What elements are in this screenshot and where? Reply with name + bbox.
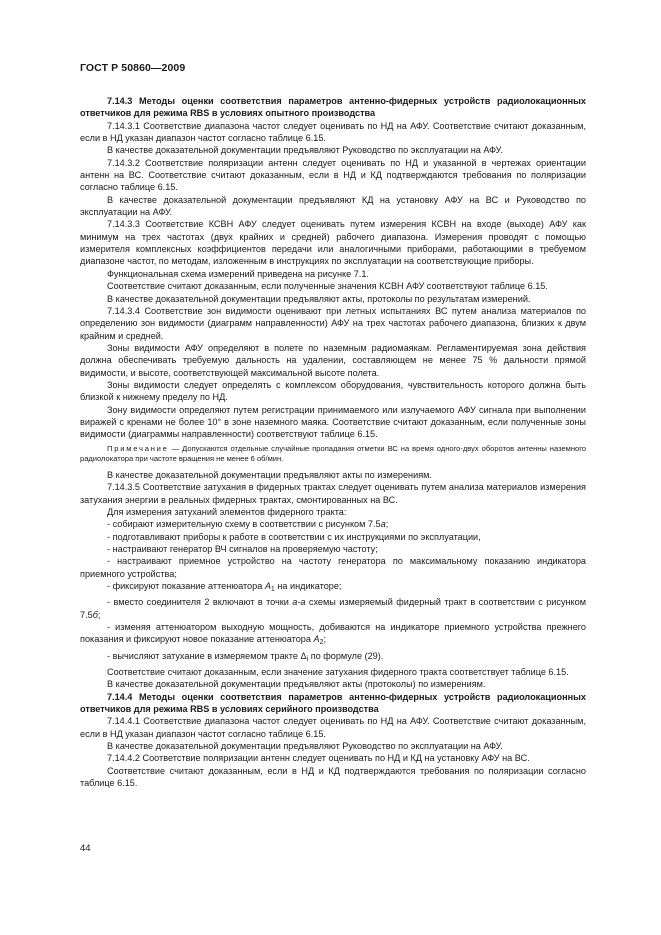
document-header: ГОСТ Р 50860—2009 xyxy=(80,62,186,74)
paragraph: Зоны видимости АФУ определяют в полете по наземным радиомаякам. Регламентируемая зона действия должна обеспечивать требуемую дальность на удалении, составляющем не менее 75 % дальности прямой видимости, и высоте, соответствующей максимальной высоте полета. xyxy=(80,342,586,378)
paragraph: 7.14.3.5 Соответствие затухания в фидерных трактах следует оценивать путем анализа материалов измерения затухания энергии в реальных фидерных трактах, смонтированных на ВС. xyxy=(80,482,586,505)
paragraph: В качестве доказательной документации предъявляют акты, протоколы по результатам измерений. xyxy=(107,293,531,304)
list-item: - вычисляют затухание в измеряемом тракте $\Delta_i$ по формуле (29). xyxy=(107,650,384,663)
paragraph: В качестве доказательной документации предъявляют Руководство по эксплуатации на АФУ. xyxy=(107,741,503,752)
list-item: - настраивают генератор ВЧ сигналов на проверяемую частоту; xyxy=(107,543,378,554)
paragraph: В качестве доказательной документации предъявляют Руководство по эксплуатации на АФУ. xyxy=(107,145,503,156)
paragraph: Для измерения затуханий элементов фидерного тракта: xyxy=(107,506,347,517)
paragraph: 7.14.3.4 Соответствие зон видимости оценивают при летных испытаниях ВС путем анализа материалов по определению зон видимости (диаграмм направленности) АФУ на трех частотах рабочего диапазона, близких к двум крайним и средней. xyxy=(80,305,586,341)
list-item: - изменяя аттенюатором выходную мощность, добиваются на индикаторе приемного устройства прежнего показания и фиксируют новое показание аттенюатора $A_2$; xyxy=(80,621,586,647)
list-item: - настраивают приемное устройство на частоту генератора по максимальному показанию индикатора приемного устройства; xyxy=(80,556,586,579)
list-item: - собирают измерительную схему в соответствии с рисунком 7.5а; xyxy=(107,519,389,530)
paragraph: В качестве доказательной документации предъявляют акты по измерениям. xyxy=(107,469,432,480)
paragraph: 7.14.3.1 Соответствие диапазона частот следует оценивать по НД на АФУ. Соответствие считают доказанным, если в НД указан диапазон частот согласно таблице 6.15. xyxy=(80,120,586,144)
note xyxy=(80,444,586,465)
paragraph: 7.14.4.2 Соответствие поляризации антенн следует оценивать по НД и КД на установку АФУ на ВС. xyxy=(107,753,530,764)
paragraph: 7.14.3.3 Соответствие КСВН АФУ следует оценивать путем измерения КСВН на входе (выходе) АФУ как минимум на трех частотах (двух крайних и средней) рабочего диапазона. Измерения проводят с помощью измерителя комплексных коэффициентов передачи или аналогичными приборами, работающими в требуемом диапазоне частот, по методам, изложенным в инструкциях по эксплуатации на соответствующие приборы. xyxy=(80,219,586,267)
note-label: Примечание xyxy=(107,443,169,453)
paragraph: Соответствие считают доказанным, если полученные значения КСВН АФУ соответствуют таблице 6.15. xyxy=(107,281,548,292)
section-heading-7-14-4: 7.14.4 Методы оценки соответствия параметров антенно-фидерных устройств радиолокационных ответчиков для режима RBS в условиях серийного производства xyxy=(80,691,586,714)
paragraph: 7.14.3.2 Соответствие поляризации антенн следует оценивать по НД и указанной в чертежах ориентации антенн на ВС. Соответствие считают доказанным, если в НД и КД подтверждаются требования по поляризации согласно таблице 6.15. xyxy=(80,157,586,193)
page-number: 44 xyxy=(80,843,91,854)
list-item: - подготавливают приборы к работе в соответствии с их инструкциями по эксплуатации, xyxy=(107,531,481,542)
paragraph: Функциональная схема измерений приведена на рисунке 7.1. xyxy=(107,268,369,279)
document-body xyxy=(80,95,586,789)
paragraph: В качестве доказательной документации предъявляют акты (протоколы) по измерениям. xyxy=(107,679,486,690)
list-item: - фиксируют показание аттенюатора $A_1$ на индикаторе; xyxy=(107,580,342,593)
paragraph: Соответствие считают доказанным, если значение затухания фидерного тракта соответствует таблице 6.15. xyxy=(107,666,569,677)
paragraph: В качестве доказательной документации предъявляют КД на установку АФУ на ВС и Руководство по эксплуатации на АФУ. xyxy=(80,194,586,218)
paragraph: 7.14.4.1 Соответствие диапазона частот следует оценивать по НД на АФУ. Соответствие считают доказанным, если в НД указан диапазон частот согласно таблице 6.15. xyxy=(80,716,586,739)
paragraph: Соответствие считают доказанным, если в НД и КД подтверждаются требования по поляризации согласно таблице 6.15. xyxy=(80,765,586,789)
list-item: - вместо соединителя 2 включают в точки а-а схемы измеряемый фидерный тракт в соответствии с рисунком 7.5б; xyxy=(80,597,587,620)
paragraph: Зону видимости определяют путем регистрации принимаемого или излучаемого АФУ сигнала при выполнении виражей с кренами не более 10° в зоне наземного маяка. Соответствие считают доказанным, если полученные зоны видимости (диаграммы направленности) соответствуют таблице 6.15. xyxy=(80,404,586,440)
section-heading-7-14-3: 7.14.3 Методы оценки соответствия параметров антенно-фидерных устройств радиолокационных ответчиков для режима RBS в условиях опытного производства xyxy=(80,96,586,119)
paragraph: Зоны видимости следует определять с комплексом оборудования, чувствительность которого должна быть близкой к нижнему пределу по НД. xyxy=(80,379,586,403)
note-text: — Допускаются отдельные случайные пропадания отметки ВС на время одного-двух оборотов антенны наземного радиолокатора при частоте вращения не менее 6 об/мин. xyxy=(80,443,586,464)
